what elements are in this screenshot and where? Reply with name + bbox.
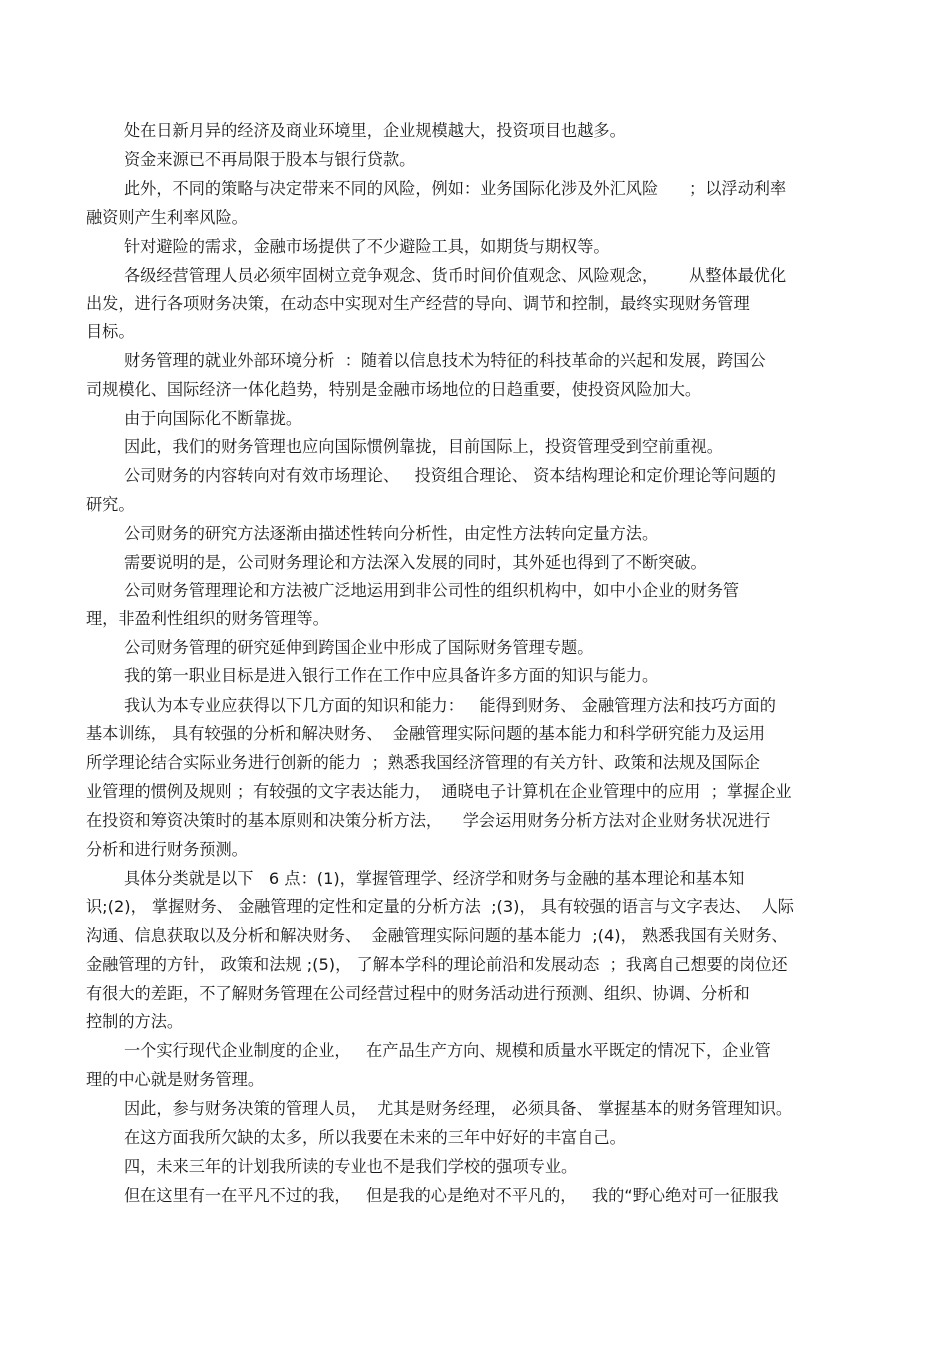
text-line: 理的中心就是财务管理。 <box>86 1070 265 1089</box>
text-line: 所学理论结合实际业务进行创新的能力 ；熟悉我国经济管理的有关方针、政策和法规及国际企 <box>86 753 760 772</box>
text-line: 有很大的差距，不了解财务管理在公司经营过程中的财务活动进行预测、组织、协调、分析和 <box>86 984 750 1003</box>
text-line: 公司财务管理的研究延伸到跨国企业中形成了国际财务管理专题。 <box>124 638 594 657</box>
text-line: 公司财务的内容转向对有效市场理论、 投资组合理论、 资本结构理论和定价理论等问题的 <box>124 466 776 485</box>
text-line: 此外，不同的策略与决定带来不同的风险，例如：业务国际化涉及外汇风险 ；以浮动利率 <box>124 179 787 198</box>
text-line: 四，未来三年的计划我所读的专业也不是我们学校的强项专业。 <box>124 1157 578 1176</box>
text-line: 公司财务管理理论和方法被广泛地运用到非公司性的组织机构中，如中小企业的财务管 <box>124 581 740 600</box>
text-line: 公司财务的研究方法逐渐由描述性转向分析性，由定性方法转向定量方法。 <box>124 524 659 543</box>
text-line: 识;(2)， 掌握财务、 金融管理的定性和定量的分析方法 ;(3)， 具有较强的语言与文字表达、 人际 <box>86 897 794 916</box>
text-line: 在投资和筹资决策时的基本原则和决策分析方法， 学会运用财务分析方法对企业财务状况进行 <box>86 811 771 830</box>
text-line: 因此，我们的财务管理也应向国际惯例靠拢，目前国际上，投资管理受到空前重视。 <box>124 437 723 456</box>
text-line: 在这方面我所欠缺的太多，所以我要在未来的三年中好好的丰富自己。 <box>124 1128 626 1147</box>
text-line: 金融管理的方针， 政策和法规 ;(5)， 了解本学科的理论前沿和发展动态 ；我离自己想要的岗位还 <box>86 955 788 974</box>
text-line: 我认为本专业应获得以下几方面的知识和能力： 能得到财务、 金融管理方法和技巧方面的 <box>124 696 776 715</box>
text-line: 需要说明的是，公司财务理论和方法深入发展的同时，其外延也得到了不断突破。 <box>124 553 707 572</box>
text-line: 沟通、信息获取以及分析和解决财务、 金融管理实际问题的基本能力 ;(4)， 熟悉我国有关财务、 <box>86 926 788 945</box>
text-line: 因此，参与财务决策的管理人员， 尤其是财务经理， 必须具备、 掌握基本的财务管理知识。 <box>124 1099 793 1118</box>
text-line: 研究。 <box>86 495 135 514</box>
text-line: 处在日新月异的经济及商业环境里，企业规模越大，投资项目也越多。 <box>124 121 626 140</box>
text-line: 由于向国际化不断靠拢。 <box>124 409 303 428</box>
text-line: 业管理的惯例及规则 ；有较强的文字表达能力， 通晓电子计算机在企业管理中的应用 ；掌握企业 <box>86 782 792 801</box>
text-line: 资金来源已不再局限于股本与银行贷款。 <box>124 150 416 169</box>
text-line: 理，非盈利性组织的财务管理等。 <box>86 609 329 628</box>
text-line: 司规模化、国际经济一体化趋势，特别是金融市场地位的日趋重要，使投资风险加大。 <box>86 380 702 399</box>
text-line: 针对避险的需求，金融市场提供了不少避险工具，如期货与期权等。 <box>124 237 610 256</box>
text-line: 但在这里有一在平凡不过的我， 但是我的心是绝对不平凡的， 我的“野心绝对可一征服我 <box>124 1186 779 1205</box>
text-line: 各级经营管理人员必须牢固树立竞争观念、货币时间价值观念、风险观念， 从整体最优化 <box>124 266 787 285</box>
text-line: 我的第一职业目标是进入银行工作在工作中应具备许多方面的知识与能力。 <box>124 666 659 685</box>
text-line: 具体分类就是以下 6 点：(1)，掌握管理学、经济学和财务与金融的基本理论和基本知 <box>124 869 745 888</box>
text-line: 融资则产生利率风险。 <box>86 208 248 227</box>
text-line: 基本训练， 具有较强的分析和解决财务、 金融管理实际问题的基本能力和科学研究能力及运用 <box>86 724 766 743</box>
text-line: 目标。 <box>86 322 135 341</box>
text-line: 分析和进行财务预测。 <box>86 840 248 859</box>
text-line: 出发，进行各项财务决策，在动态中实现对生产经营的导向、调节和控制，最终实现财务管理 <box>86 294 750 313</box>
text-line: 控制的方法。 <box>86 1012 184 1031</box>
text-line: 财务管理的就业外部环境分析 ：随着以信息技术为特征的科技革命的兴起和发展，跨国公 <box>124 351 766 370</box>
text-line: 一个实行现代企业制度的企业， 在产品生产方向、规模和质量水平既定的情况下，企业管 <box>124 1041 771 1060</box>
